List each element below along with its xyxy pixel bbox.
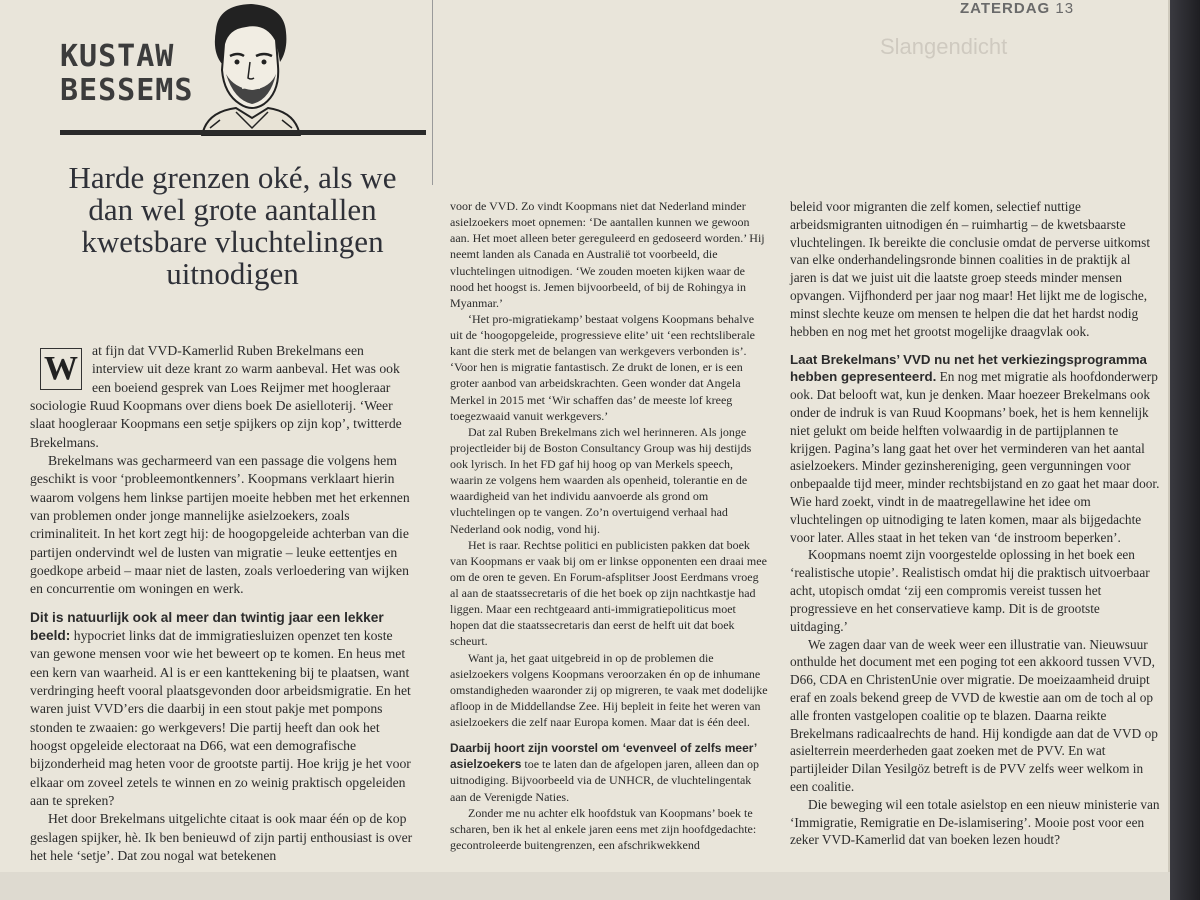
paragraph: Dat zal Ruben Brekelmans zich wel herinneren. Als jonge projectleider bij de Boston Consultancy Group was hij destijds ook lyrisch. In het FD gaf hij hoog op van Merkels speech, waarin ze volgens hem waarden als openheid, tolerantie en de waardigheid van het individu aanvoerde als grond om vluchtelingen op te vangen. Zo’n overtuigend verhaal had Nederland ook nodig, vond hij. bbox=[450, 424, 752, 536]
paragraph: voor de VVD. Zo vindt Koopmans niet dat Nederland minder asielzoekers moet opnemen: ‘De aantallen kunnen we gewoon aan. Het moet alleen beter gereguleerd en gedoseerd worden.’ Hij neemt landen als Canada en Australië tot voorbeeld, die vluchtelingen uitnodigen. ‘We zouden moeten kijken waar de nood het hoogst is. Jemen bijvoorbeeld, of bij de Rohingya in Myanmar.’ bbox=[450, 199, 765, 310]
author-last-name: BESSEMS bbox=[60, 73, 194, 108]
author-first-name: KUSTAW bbox=[60, 39, 175, 74]
paragraph: Die beweging wil een totale asielstop en een nieuw ministerie van ‘Immigratie, Remigratie en De-islamisering’. Mooie post voor een zeker VVD-Kamerlid dat van boeken lezen houdt? bbox=[790, 796, 1160, 848]
page-folio bbox=[960, 0, 1074, 17]
paragraph-text: En nog met migratie als hoofdonderwerp ook. Dat belooft wat, kun je denken. Maar hoezeer Brekelmans ook onder de indruk is van Ruud Koopmans’ boek, het is hem kennelijk niet gelukt om beide helften volwaardig in de partijplannen te krijgen. Pagina’s lang gaat het over het verminderen van het aantal asielzoekers. Minder gezinshereniging, geen vergunningen voor onbepaalde tijd meer, minder rechtsbijstand en zo gaat het maar door. Wie hard zoekt, vindt in de maatregellawine het idee om vluchtelingen op uitnodiging te laten komen, maar als bijgedachte voor later. Alles staat in het teken van ‘de instroom beperken’. bbox=[790, 369, 1160, 545]
author-name bbox=[60, 40, 193, 108]
table-edge-background bbox=[1170, 0, 1200, 900]
folio-page-number: 13 bbox=[1055, 0, 1075, 17]
paragraph: ‘Het pro-migratiekamp’ bestaat volgens Koopmans behalve uit de ‘hoogopgeleide, progressieve elite’ uit ‘een rechtsliberale kant die sterk met de belangen van werkgevers verbonden is’. ‘Voor hen is migratie fantastisch. Ze drukt de lonen, er is een groter aanbod van arbeidskrachten. Geen wonder dat Angela Merkel in 2015 met ‘Wir schaffen das’ de meeste lof kreeg toegezwaaid vanuit werkgevers.’ bbox=[450, 311, 755, 423]
column-2 bbox=[450, 198, 768, 853]
author-portrait-illustration bbox=[196, 0, 306, 136]
headline: Harde grenzen oké, als we dan wel grote aantallen kwetsbare vluchtelingen uitnodigen bbox=[68, 160, 397, 291]
column-1 bbox=[30, 342, 415, 865]
paragraph bbox=[450, 740, 768, 805]
paragraph: Zonder me nu achter elk hoofdstuk van Koopmans’ boek te scharen, ben ik het al enkele jaren eens met zijn hoofdgedachte: gecontroleerde buitengrenzen, een afschrikwekkend bbox=[450, 805, 757, 852]
paragraph: Het door Brekelmans uitgelichte citaat is ook maar één op de kop geslagen spijker, hè. Ik ben benieuwd of zijn partij enthousiast is over het hele ‘setje’. Dat zou nogal wat betekenen bbox=[30, 811, 413, 863]
column-3 bbox=[790, 198, 1160, 849]
author-rule bbox=[60, 130, 426, 135]
page-bottom-fold bbox=[0, 872, 1170, 900]
paragraph: at fijn dat VVD-Kamerlid Ruben Brekelmans een interview uit deze krant zo warm aanbeval. Het was ook een boeiend gesprek van Loes Reijmer met hoogleraar sociologie Ruud Koopmans over diens boek De asielloterij. ‘Weer slaat hoogleraar Koopmans een setje spijkers op zijn kop’, twitterde Brekelmans. bbox=[30, 343, 402, 450]
paragraph bbox=[790, 351, 1160, 547]
paragraph: We zagen daar van de week weer een illustratie van. Nieuwsuur onthulde het document met een poging tot een akkoord tussen VVD, D66, CDA en ChristenUnie over migratie. De moeizaamheid druipt eraf en zoals bekend greep de VVD de kwestie aan om de toch al op alle fronten vastgelopen coalitie op te blazen. Daarna reikte Brekelmans radicaalrechts de hand. Hij kondigde aan dat de VVD op asielterrein meerderheden gaat zoeken met de PVV. En wat partijleider Dilan Yesilgöz betreft is de PVV zelfs weer welkom in een coalitie. bbox=[790, 636, 1158, 794]
paragraph bbox=[30, 609, 415, 811]
subhead-lead: Daarbij hoort zijn voorstel om ‘evenveel of zelfs meer’ asielzoekers bbox=[450, 741, 757, 772]
drop-cap: W bbox=[40, 348, 82, 390]
bleed-through-text: Slangendicht bbox=[880, 34, 1008, 59]
subhead-lead: Laat Brekelmans’ VVD nu net het verkiezingsprogramma hebben gepresenteerd. bbox=[790, 351, 1147, 385]
paragraph: Koopmans noemt zijn voorgestelde oplossing in het boek een ‘realistische utopie’. Realistisch omdat hij die praktisch uitvoerbaar acht, utopisch omdat ‘zij een compromis vereist tussen het progressieve en het conservatieve kamp. Dit is de grootste uitdaging.’ bbox=[790, 547, 1150, 634]
paragraph: Het is raar. Rechtse politici en publicisten pakken dat boek van Koopmans er vaak bij om er linkse opponenten een draai mee om de oren te geven. En Forum-afsplitser Joost Eerdmans vroeg al aan de staatssecretaris of die het boek op zijn nachtkastje had liggen. Maar een rechtgeaard anti-immigratiepoliticus moet hopen dat die staatssecretaris dan eerst de helft uit dat boek scheurt. bbox=[450, 537, 767, 649]
paragraph: beleid voor migranten die zelf komen, selectief nuttige arbeidsmigranten uitnodigen én – ruimhartig – de kwetsbaarste vluchtelingen. Ik bereikte die conclusie omdat de perverse uitkomst van elke onderhandelingsronde binnen coalities in de praktijk al jaren is dat we juist uit die laatste groep steeds minder mensen opvangen. Vijfhonderd per jaar nog maar! Het lijkt me de logische, minst slechte keuze om mensen te helpen die dat het hardst nodig hebben en nog met het grootst mogelijke draagvlak ook. bbox=[790, 199, 1151, 339]
paragraph-text: toe te laten dan de afgelopen jaren, alleen dan op uitnodiging. Bijvoorbeeld via de UNHCR, de vluchtelingentak aan de Verenigde Naties. bbox=[450, 757, 759, 804]
folio-day: ZATERDAG bbox=[960, 0, 1051, 17]
paragraph-text: hypocriet links dat de immigratiesluizen openzet ten koste van gewone mensen voor wie het beweert op te komen. En heus met een kern van waarheid. Al is er een kanttekening bij te plaatsen, want verdringing heeft vooral plaatsgevonden door arbeidsmigratie. En het waren juist VVD’ers die daarbij in een stout pakje met pompons stonden te zwaaien: go werkgevers! Die partij heeft dan ook het hoogst opgeleide electoraat na D66, wat een demografische bijzonderheid mag heten voor de grootste partij. Hoe krijg je het voor elkaar om zoveel zetels te winnen en zo weinig praktisch opgeleiden aan te spreken? bbox=[30, 627, 411, 808]
paragraph: Brekelmans was gecharmeerd van een passage die volgens hem geschikt is voor ‘probleemontkenners’. Koopmans verklaart hierin waarom volgens hem linkse partijen moeite hebben met het erkennen van problemen onder jonge mannelijke asielzoekers, zoals criminaliteit. In het kort zegt hij: de hoogopgeleide achterban van die partijen ondervindt wel de lusten van migratie – leuke eettentjes en goedkope arbeid – maar niet de lasten, zoals verloedering van wijken en concurrentie om woningen en werk. bbox=[30, 452, 410, 597]
paragraph: Want ja, het gaat uitgebreid in op de problemen die asielzoekers volgens Koopmans veroorzaken én op de inhumane omstandigheden waaronder zij op migreren, te vaak met dodelijke afloop in de Middellandse Zee. Hij bepleit in feite het weren van asielzoekers die zelf naar Europa komen. Maar dat is één deel. bbox=[450, 650, 768, 729]
column-divider bbox=[432, 0, 433, 185]
subhead-lead: Dit is natuurlijk ook al meer dan twintig jaar een lekker beeld: bbox=[30, 609, 384, 643]
